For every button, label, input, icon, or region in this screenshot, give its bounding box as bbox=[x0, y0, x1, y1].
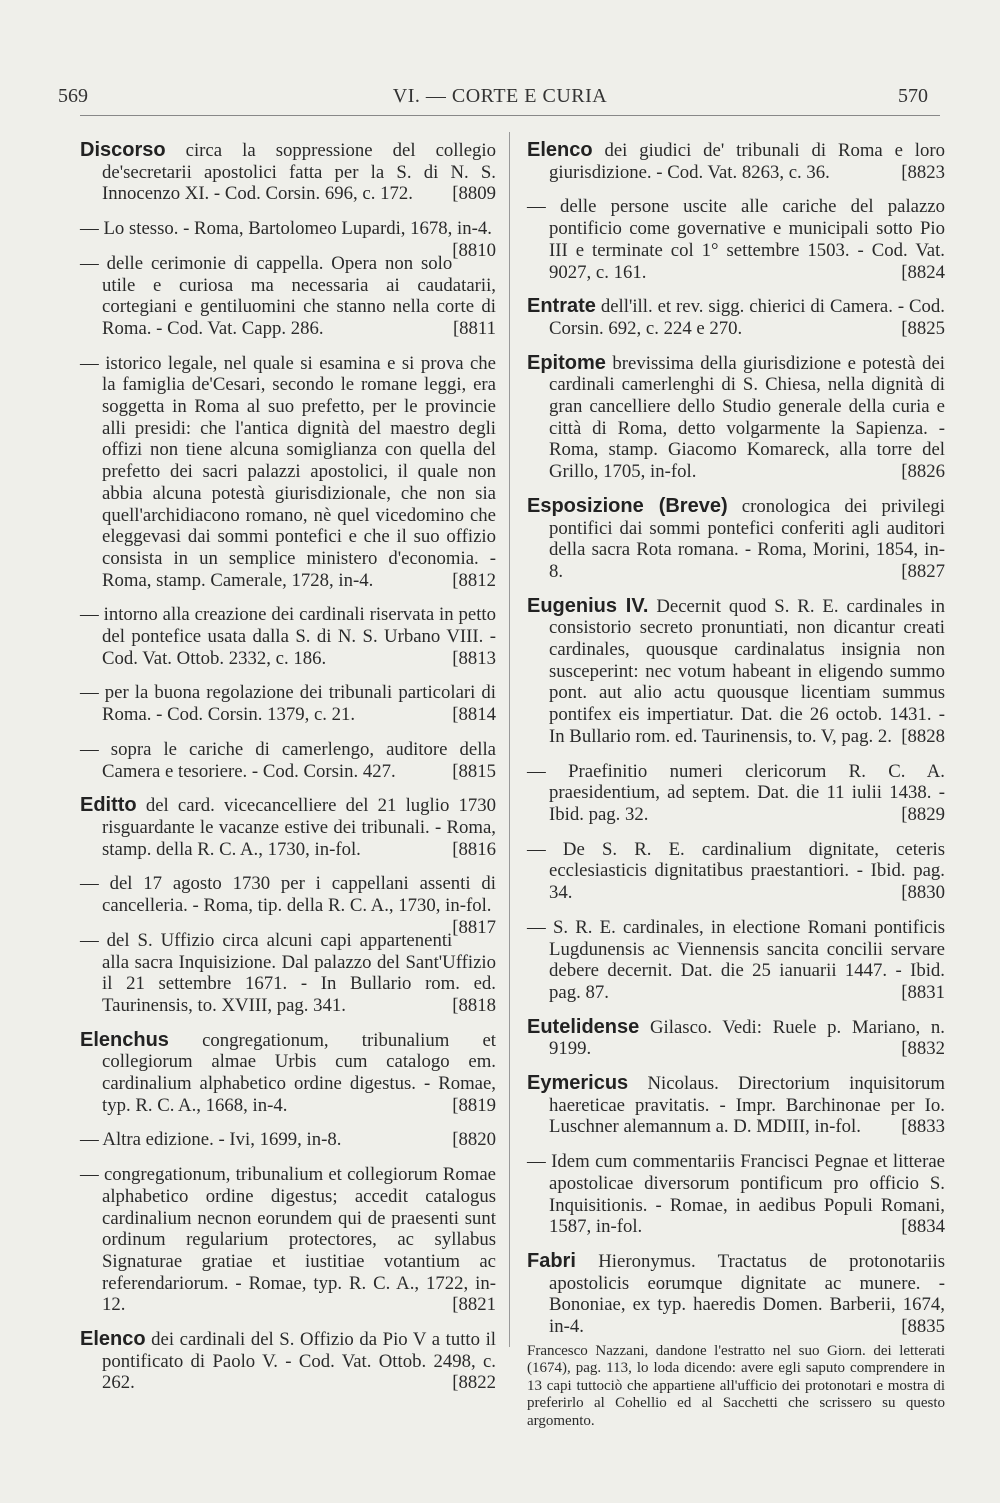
entry-text: — del S. Uffizio circa alcuni capi appartenenti alla sacra Inquisizione. Dal palazzo del Sant'Uffizio il 21 settembre 1671. - In Bullario rom. ed. Taurinensis, to. XVIII, pag. 341. bbox=[80, 929, 496, 1016]
bibliography-entry bbox=[80, 140, 496, 205]
bibliography-entry bbox=[527, 353, 945, 483]
running-header bbox=[0, 83, 1000, 113]
entry-text: — del 17 agosto 1730 per i cappellani assenti di cancelleria. - Roma, tip. della R. C. A., 1730, in-fol. bbox=[80, 873, 496, 917]
entry-number: [8828 bbox=[901, 725, 945, 747]
right-page-number: 570 bbox=[898, 85, 928, 107]
left-column bbox=[80, 140, 496, 1407]
entry-text: congregationum, tribunalium et collegiorum almae Urbis cum catalogo em. cardinalium alphabetico ordine digestus. - Romae, typ. R. C. A., 1668, in-4. bbox=[102, 1029, 496, 1116]
entry-number: [8815 bbox=[452, 760, 496, 782]
bibliography-entry bbox=[80, 1164, 496, 1316]
bibliography-entry bbox=[80, 873, 496, 938]
entry-number: [8819 bbox=[452, 1094, 496, 1116]
entry-number: [8820 bbox=[452, 1129, 496, 1151]
bibliography-entry bbox=[80, 1329, 496, 1394]
bibliography-entry bbox=[80, 1030, 496, 1117]
bibliography-entry bbox=[527, 1017, 945, 1060]
entry-text: — per la buona regolazione dei tribunali particolari di Roma. - Cod. Corsin. 1379, c. 21. bbox=[80, 682, 496, 726]
entry-number: [8822 bbox=[452, 1372, 496, 1394]
entry-number: [8825 bbox=[901, 317, 945, 339]
entry-number: [8809 bbox=[452, 183, 496, 205]
entry-headword: Fabri bbox=[527, 1249, 576, 1272]
entry-text: Nicolaus. Directorium inquisitorum haereticae pravitatis. - Impr. Barchinonae per Io. Luschner alemannum a. D. MDIII, in-fol. bbox=[549, 1073, 945, 1138]
bibliography-entry bbox=[527, 1151, 945, 1238]
bibliography-entry bbox=[80, 253, 496, 340]
entry-number: [8810 bbox=[452, 239, 496, 261]
entry-text: circa la soppressione del collegio de'secretarii apostolici fatta per la S. di N. S. Innocenzo XI. - Cod. Corsin. 696, c. 172. bbox=[102, 140, 496, 205]
bibliography-entry bbox=[80, 218, 496, 261]
entry-headword: Entrate bbox=[527, 295, 596, 318]
bibliography-entry bbox=[527, 1073, 945, 1138]
entry-headword: Eymericus bbox=[527, 1072, 629, 1095]
entry-text: — Altra edizione. - Ivi, 1699, in-8. bbox=[80, 1129, 342, 1151]
entry-text: — istorico legale, nel quale si esamina e si prova che la famiglia de'Cesari, secondo le romane leggi, era soggetta in Roma al suo prefetto, per le provincie alli presidi: che l'antica dignità del maestro degli offizi non tiene alcuna somiglianza con quella del prefetto dei sacri palazzi apostolici, il quale non abbia alcuna potestà giurisdizionale, che non sia quell'archidiacono romano, nè quel vicedomino che eleggevasi dai sommi pontefici e che il suo offizio consista in un semplice ministero d'economia. - Roma, stamp. Camerale, 1728, in-4. bbox=[80, 352, 496, 591]
entry-number: [8834 bbox=[901, 1216, 945, 1238]
entry-text: dei giudici de' tribunali di Roma e loro giurisdizione. - Cod. Vat. 8263, c. 36. bbox=[549, 140, 945, 183]
entry-text: del card. vicecancelliere del 21 luglio 1730 risguardante le vacanze estive dei tribunali. - Roma, stamp. della R. C. A., 1730, in-fol. bbox=[102, 795, 496, 860]
bibliography-entry bbox=[527, 296, 945, 339]
entry-number: [8824 bbox=[901, 261, 945, 283]
entry-text: — Idem cum commentariis Francisci Pegnae et litterae apostolicae diversorum pontificum pro officio S. Inquisitionis. - Romae, in aedibus Populi Romani, 1587, in-fol. bbox=[527, 1151, 945, 1238]
entry-number: [8829 bbox=[901, 803, 945, 825]
entry-text: Hieronymus. Tractatus de protonotariis apostolicis eorumque dignitate ac munere. - Bononiae, ex typ. haeredis Domen. Barberii, 1674, in-4. bbox=[549, 1250, 945, 1338]
entry-number: [8823 bbox=[901, 161, 945, 183]
entry-text: Decernit quod S. R. E. cardinales in consistorio secreto pronuntiati, non dicantur creati cardinales, quousque cardinalatus insignia non susceperint: nec votum habeant in eligendo summo pont. aut alio actu quousque licentiam summus pontifex eis impertiatur. Dat. die 26 octob. 1431. - In Bullario rom. ed. Taurinensis, to. V, pag. 2. bbox=[549, 595, 946, 747]
entry-headword: Discorso bbox=[80, 139, 166, 161]
entry-number: [8826 bbox=[901, 461, 945, 483]
left-page-number: 569 bbox=[58, 85, 88, 107]
entry-number: [8811 bbox=[452, 317, 496, 339]
bibliography-entry bbox=[80, 353, 496, 592]
bibliography-entry bbox=[80, 1129, 496, 1151]
entry-text: — Praefinitio numeri clericorum R. C. A. praesidentium, ad septem. Dat. die 11 iulii 1438. - Ibid. pag. 32. bbox=[527, 760, 945, 825]
column-divider bbox=[509, 132, 510, 1347]
entry-headword: Editto bbox=[80, 794, 137, 817]
bibliography-entry bbox=[80, 604, 496, 669]
bibliography-entry bbox=[527, 917, 945, 1004]
entry-number: [8817 bbox=[452, 916, 496, 938]
entry-text: Gilasco. Vedi: Ruele p. Mariano, n. 9199. bbox=[549, 1016, 945, 1060]
bibliography-entry bbox=[527, 761, 945, 826]
entry-text: — intorno alla creazione dei cardinali riservata in petto del pontefice usata dalla S. di N. S. Urbano VIII. - Cod. Vat. Ottob. 2332, c. 186. bbox=[80, 604, 496, 669]
right-column bbox=[527, 140, 945, 1430]
footnote: Francesco Nazzani, dandone l'estratto nel suo Giorn. dei letterati (1674), pag. 113, lo loda dicendo: avere egli saputo comprendere in 13 capi tuttociò che appartiene all'ufficio dei protonotari e mostra di preferirlo al Cohellio ed al Sacchetti che scrissero su questo argomento. bbox=[527, 1342, 945, 1429]
entry-text: — delle persone uscite alle cariche del palazzo pontificio come governative e municipali sotto Pio III e terminate col 1° settembre 1503. - Cod. Vat. 9027, c. 161. bbox=[527, 196, 945, 283]
entry-text: cronologica dei privilegi pontifici dai sommi pontefici conferiti agli auditori della sacra Rota romana. - Roma, Morini, 1854, in-8. bbox=[549, 495, 945, 582]
bibliography-entry bbox=[527, 196, 945, 283]
entry-number: [8821 bbox=[452, 1294, 496, 1316]
entry-text: — sopra le cariche di camerlengo, auditore della Camera e tesoriere. - Cod. Corsin. 427. bbox=[80, 738, 496, 782]
entry-text: — S. R. E. cardinales, in electione Romani pontificis Lugdunensis ac Viennensis sancita concilii servare debere decernit. Dat. die 25 ianuarii 1447. - Ibid. pag. 87. bbox=[527, 916, 945, 1003]
bibliography-entry bbox=[80, 930, 496, 1017]
entry-text: — delle cerimonie di cappella. Opera non solo utile e curiosa ma necessaria ai caudatarii, cortegiani e gentiluomini che stanno nella corte di Roma. - Cod. Vat. Capp. 286. bbox=[80, 252, 496, 339]
entry-number: [8833 bbox=[901, 1116, 945, 1138]
bibliography-entry bbox=[527, 839, 945, 904]
entry-number: [8814 bbox=[452, 704, 496, 726]
bibliography-entry bbox=[527, 496, 945, 583]
entry-text: — congregationum, tribunalium et collegiorum Romae alphabetico ordine digestus; accedit catalogus cardinalium necnon eorundem qui de praesenti sunt ordinum regularium protectores, ac syllabus Signaturae gratiae et iustitiae votantium ac referendariorum. - Romae, typ. R. C. A., 1722, in-12. bbox=[80, 1164, 496, 1316]
bibliography-entry bbox=[527, 1251, 945, 1338]
bibliography-entry bbox=[527, 140, 945, 183]
entry-headword: Elenco bbox=[527, 139, 593, 161]
entry-text: dei cardinali del S. Offizio da Pio V a tutto il pontificato di Paolo V. - Cod. Vat. Ottob. 2498, c. 262. bbox=[102, 1329, 496, 1394]
entry-number: [8835 bbox=[901, 1316, 945, 1338]
entry-number: [8830 bbox=[901, 882, 945, 904]
entry-number: [8827 bbox=[901, 560, 945, 582]
entry-number: [8832 bbox=[901, 1038, 945, 1060]
entry-headword: Eutelidense bbox=[527, 1015, 640, 1038]
entry-headword: Esposizione (Breve) bbox=[527, 494, 728, 517]
entry-number: [8816 bbox=[452, 838, 496, 860]
entry-text: — De S. R. E. cardinalium dignitate, ceteris ecclesiasticis dignitatibus praestantiori. - Ibid. pag. 34. bbox=[527, 838, 945, 904]
bibliography-entry bbox=[80, 739, 496, 782]
entry-number: [8831 bbox=[901, 981, 945, 1003]
header-rule bbox=[80, 115, 940, 116]
entry-headword: Epitome bbox=[527, 351, 606, 374]
entry-text: dell'ill. et rev. sigg. chierici di Camera. - Cod. Corsin. 692, c. 224 e 270. bbox=[549, 296, 945, 339]
bibliography-entry bbox=[527, 596, 945, 748]
entry-text: brevissima della giurisdizione e potestà dei cardinali camerlenghi di S. Chiesa, nella dignità di gran cancelliere dello Studio generale della curia e città di Roma, detto volgarmente la Sapienza. - Roma, stamp. Giacomo Komareck, alla torre del Grillo, 1705, in-fol. bbox=[549, 352, 945, 483]
bibliography-entry bbox=[80, 682, 496, 725]
bibliography-entry bbox=[80, 795, 496, 860]
section-title: VI. — CORTE E CURIA bbox=[392, 85, 608, 107]
entry-text: — Lo stesso. - Roma, Bartolomeo Lupardi, 1678, in-4. bbox=[80, 218, 492, 240]
entry-number: [8818 bbox=[452, 994, 496, 1016]
entry-headword: Elenchus bbox=[80, 1028, 169, 1051]
entry-number: [8812 bbox=[452, 569, 496, 591]
entry-number: [8813 bbox=[452, 647, 496, 669]
entry-headword: Eugenius IV. bbox=[527, 594, 649, 617]
entry-headword: Elenco bbox=[80, 1328, 146, 1351]
